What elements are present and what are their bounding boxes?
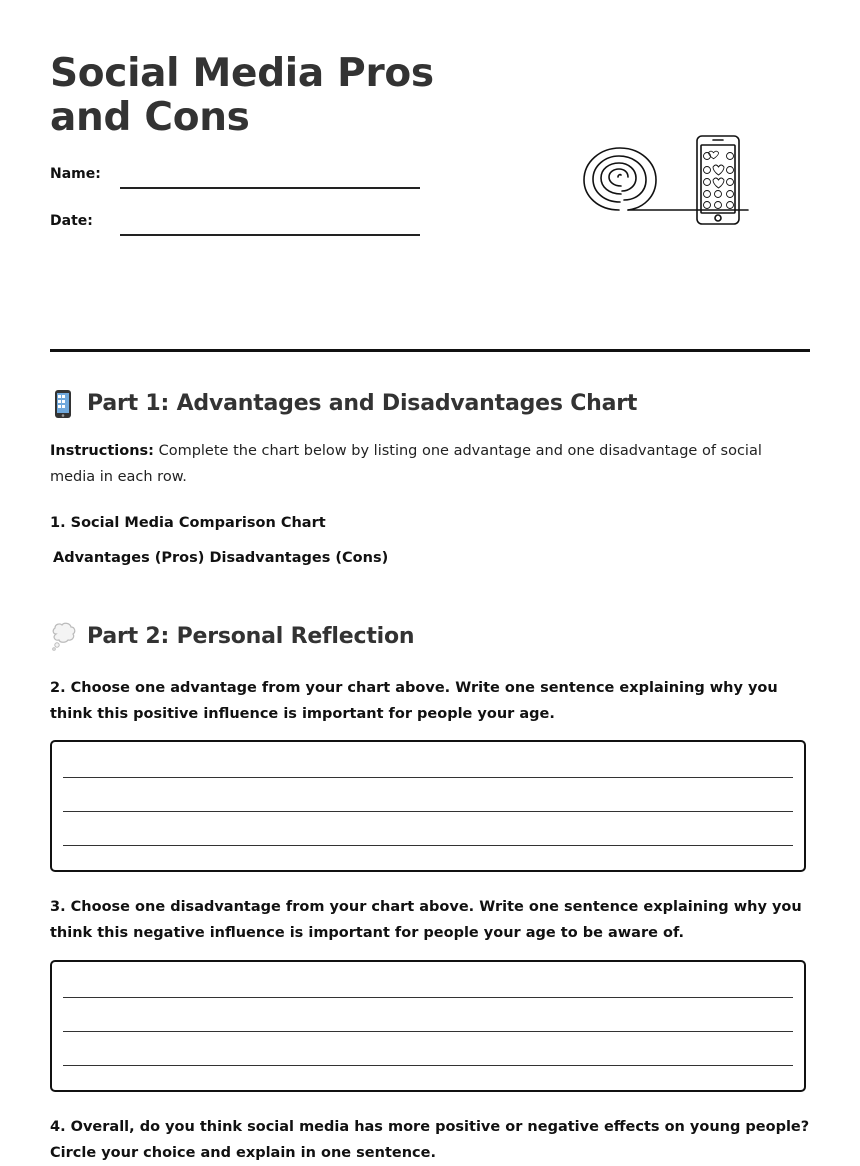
- answer-line: [63, 777, 793, 778]
- answer-line: [63, 811, 793, 812]
- part2-heading-text: Part 2: Personal Reflection: [87, 624, 415, 649]
- name-label: Name:: [50, 166, 101, 182]
- thought-bubble-icon: [50, 622, 76, 652]
- section-divider: [50, 349, 810, 352]
- part1-instructions: [50, 438, 810, 490]
- answer-line: [63, 845, 793, 846]
- part1-heading: [50, 389, 637, 419]
- answer-line: [63, 1065, 793, 1066]
- mobile-phone-icon: [50, 389, 76, 419]
- instructions-label: Instructions:: [50, 443, 154, 459]
- question-2: 2. Choose one advantage from your chart above. Write one sentence explaining why you think this positive influence is important for people your age.: [50, 680, 778, 722]
- answer-box-question-2[interactable]: [50, 740, 806, 872]
- part1-heading-text: Part 1: Advantages and Disadvantages Chart: [87, 391, 638, 416]
- part2-heading: [50, 622, 414, 652]
- question-3: 3. Choose one disadvantage from your chart above. Write one sentence explaining why you think this negative influence is important for people your age to be aware of.: [50, 899, 802, 941]
- comparison-chart-headers: Advantages (Pros) Disadvantages (Cons): [53, 550, 389, 566]
- question-4: 4. Overall, do you think social media has more positive or negative effects on young people? Circle your choice and explain in one sentence.: [50, 1119, 810, 1161]
- spiral-and-smartphone-icon: [578, 130, 753, 230]
- date-field[interactable]: [120, 234, 420, 236]
- answer-box-question-3[interactable]: [50, 960, 806, 1092]
- answer-line: [63, 997, 793, 998]
- worksheet-title: Social Media Pros and Cons: [50, 51, 434, 140]
- name-field[interactable]: [120, 187, 420, 189]
- question-1: 1. Social Media Comparison Chart: [50, 515, 326, 531]
- instructions-text: Complete the chart below by listing one advantage and one disadvantage of social media in each row.: [50, 443, 762, 485]
- answer-line: [63, 1031, 793, 1032]
- date-label: Date:: [50, 213, 93, 229]
